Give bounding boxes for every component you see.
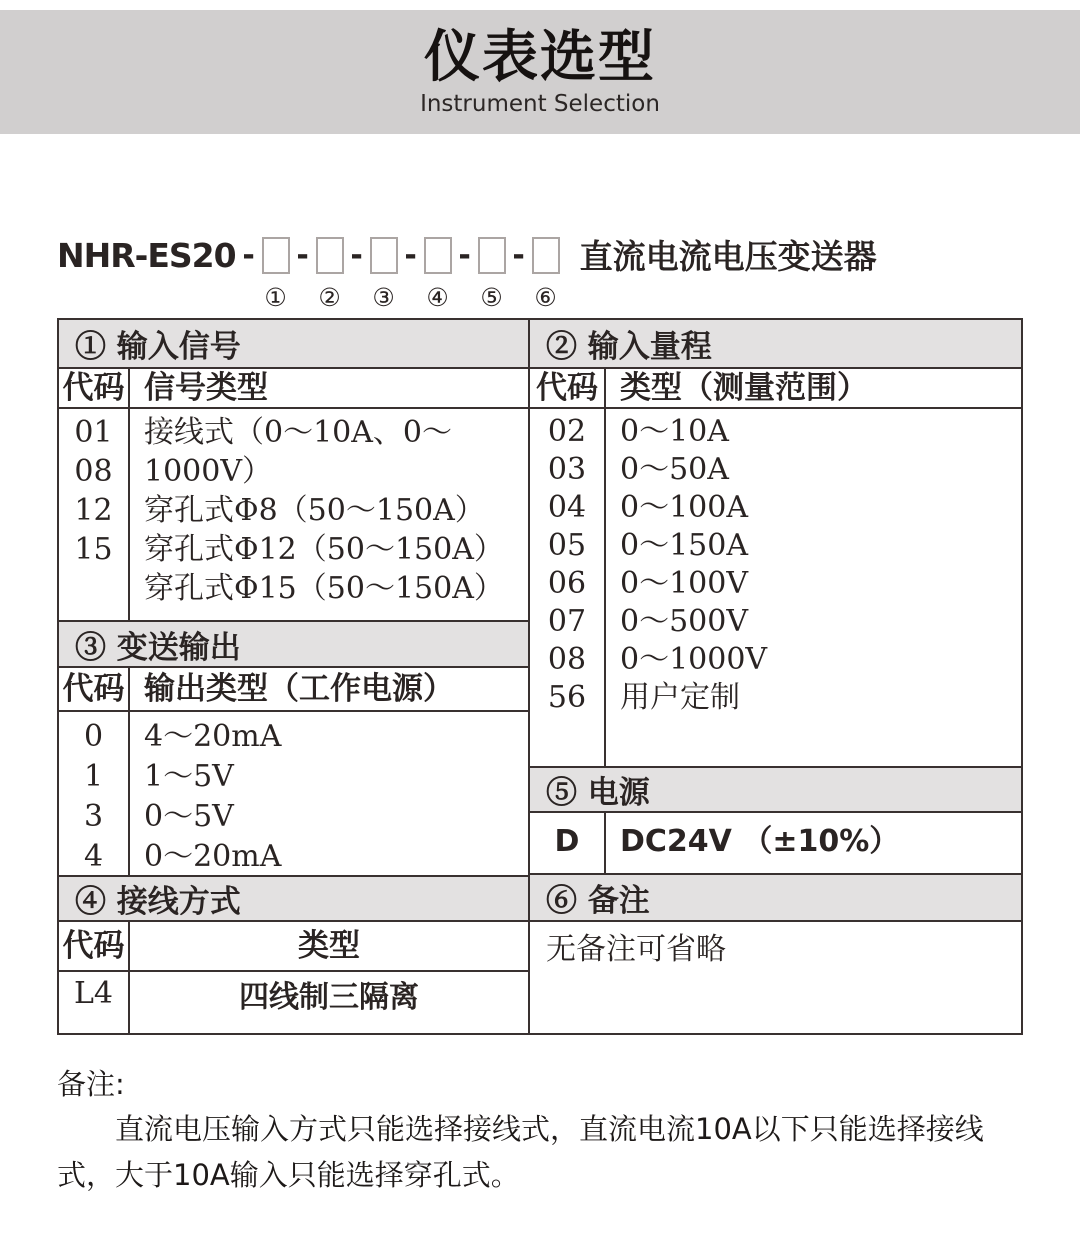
position-marker-5: ⑤ — [480, 283, 503, 312]
type-cell: 0～20mA — [144, 839, 282, 874]
position-marker-4: ④ — [426, 283, 449, 312]
code-cell: 04 — [547, 490, 587, 525]
section-title-output: ③ 变送输出 — [59, 620, 528, 668]
product-name: 直流电流电压变送器 — [579, 237, 877, 276]
code-cell: 56 — [547, 680, 587, 715]
code-cell: 4 — [83, 839, 104, 874]
code-cell: 08 — [74, 454, 113, 489]
position-marker-3: ③ — [372, 283, 395, 312]
code-cell: 0 — [83, 719, 104, 754]
model-unit-3 — [370, 237, 398, 312]
type-cell: 0～5V — [144, 799, 234, 834]
footnotes — [57, 1062, 1023, 1198]
code-cell: 03 — [547, 452, 587, 487]
type-cell: 1～5V — [144, 759, 234, 794]
type-cell: 0～1000V — [620, 642, 768, 677]
code-cell: 3 — [83, 799, 104, 834]
input-signal-rows — [59, 409, 528, 620]
position-marker-1: ① — [264, 283, 287, 312]
section-title-remark: ⑥ 备注 — [530, 875, 1021, 922]
model-digit-box-6 — [532, 237, 560, 274]
model-dash: - — [296, 238, 309, 273]
code-header: 代码 — [59, 922, 130, 970]
code-header: 代码 — [530, 369, 606, 407]
column-header-wiring — [59, 922, 528, 972]
position-marker-6: ⑥ — [534, 283, 557, 312]
section-title-wiring: ④ 接线方式 — [59, 875, 528, 922]
type-header: 信号类型 — [144, 370, 268, 406]
code-cell: 01 — [74, 415, 113, 450]
wiring-row — [59, 972, 528, 1033]
column-header-output — [59, 668, 528, 712]
model-digit-box-5 — [478, 237, 506, 274]
code-cell: 02 — [547, 414, 587, 449]
code-cell: 06 — [547, 566, 587, 601]
power-row — [530, 813, 1021, 875]
model-code-line — [57, 237, 877, 312]
model-digit-box-3 — [370, 237, 398, 274]
model-unit-1 — [262, 237, 290, 312]
code-cell: D — [530, 813, 606, 873]
table-left-column — [59, 320, 530, 1033]
table-right-column — [530, 320, 1021, 1033]
model-dash: - — [242, 238, 255, 273]
page-header — [0, 10, 1080, 134]
type-cell: 0～50A — [620, 452, 729, 487]
type-cell: 0～10A — [620, 414, 729, 449]
code-header: 代码 — [59, 668, 130, 710]
type-cell: 用户定制 — [620, 680, 740, 715]
footnote-body: 直流电压输入方式只能选择接线式，直流电流10A以下只能选择接线式，大于10A输入只能选择穿孔式。 — [57, 1112, 984, 1192]
model-dash: - — [458, 238, 471, 273]
type-cell: 0～100V — [620, 566, 749, 601]
code-cell: 12 — [74, 493, 113, 528]
column-header-input-signal — [59, 369, 528, 409]
section-title-input-signal: ① 输入信号 — [59, 320, 528, 369]
model-dash: - — [512, 238, 525, 273]
remark-cell: 无备注可省略 — [546, 932, 726, 967]
model-unit-2 — [316, 237, 344, 312]
model-unit-4 — [424, 237, 452, 312]
input-range-rows — [530, 409, 1021, 766]
type-header: 类型 — [298, 928, 360, 964]
type-cell: 穿孔式Φ12（50～150A） — [144, 532, 504, 567]
code-cell: L4 — [73, 976, 113, 1011]
output-rows — [59, 712, 528, 875]
footnote-label: 备注: — [57, 1067, 125, 1101]
type-header: 输出类型（工作电源） — [144, 671, 454, 707]
type-cell: 0～150A — [620, 528, 749, 563]
model-digit-box-1 — [262, 237, 290, 274]
code-cell: 15 — [74, 532, 113, 567]
type-cell: 穿孔式Φ8（50～150A） — [144, 493, 485, 528]
model-digit-box-4 — [424, 237, 452, 274]
section-title-power: ⑤ 电源 — [530, 766, 1021, 813]
position-marker-2: ② — [318, 283, 341, 312]
type-cell: 穿孔式Φ15（50～150A） — [144, 571, 504, 606]
type-header: 类型（测量范围） — [620, 370, 868, 406]
model-unit-6 — [532, 237, 560, 312]
column-header-input-range — [530, 369, 1021, 409]
model-dash: - — [404, 238, 417, 273]
type-cell: DC24V （±10%） — [620, 824, 900, 859]
code-cell: 08 — [547, 642, 587, 677]
section-title-input-range: ② 输入量程 — [530, 320, 1021, 369]
page-title: 仪表选型 — [424, 25, 656, 90]
type-cell: 接线式（0～10A、0～1000V） — [144, 415, 453, 489]
type-cell: 四线制三隔离 — [239, 980, 419, 1015]
page-subtitle: Instrument Selection — [420, 91, 660, 117]
type-cell: 4～20mA — [144, 719, 282, 754]
type-cell: 0～100A — [620, 490, 749, 525]
selection-table — [57, 318, 1023, 1035]
model-dash: - — [350, 238, 363, 273]
code-cell: 05 — [547, 528, 587, 563]
code-cell: 1 — [83, 759, 104, 794]
type-cell: 0～500V — [620, 604, 749, 639]
model-digit-box-2 — [316, 237, 344, 274]
model-unit-5 — [478, 237, 506, 312]
code-cell: 07 — [547, 604, 587, 639]
code-header: 代码 — [59, 369, 130, 407]
model-prefix: NHR-ES20 — [57, 236, 236, 275]
